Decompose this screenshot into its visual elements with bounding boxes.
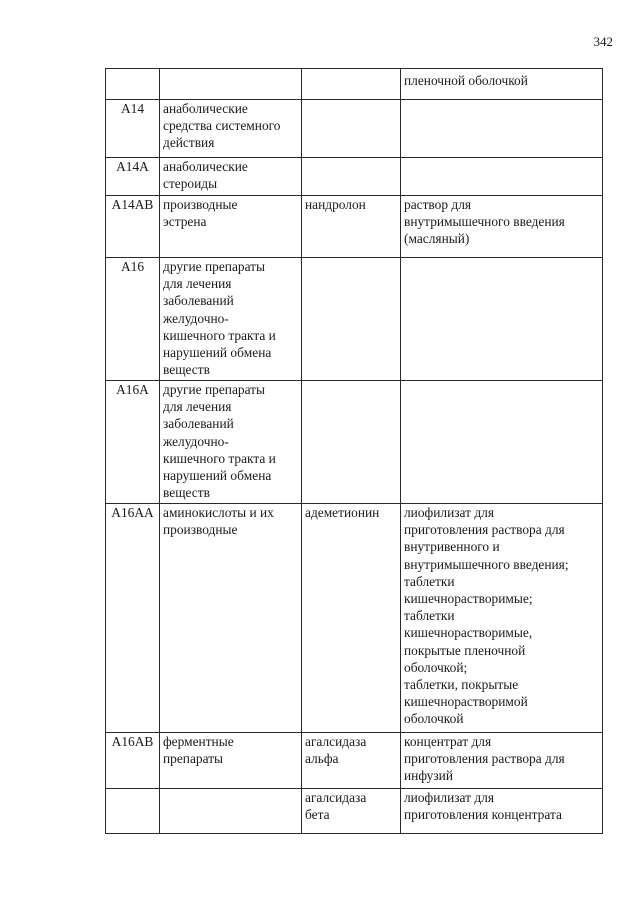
dosage-form-cell <box>401 381 603 504</box>
cell-text-line: анаболические <box>163 159 248 174</box>
dosage-form-cell <box>401 196 603 258</box>
drug-name-cell <box>302 100 401 158</box>
cell-text-line: заболеваний <box>163 416 234 432</box>
cell-text-line: препараты <box>163 751 224 767</box>
cell-text-line: аминокислоты и их <box>163 505 274 520</box>
cell-text-line: кишечнорастворимые; <box>404 591 533 607</box>
cell-text-line: для лечения <box>163 276 232 292</box>
cell-text-line: производные <box>163 522 238 538</box>
dosage-form-cell <box>401 100 603 158</box>
cell-text-line: таблетки <box>404 608 455 624</box>
cell-text-line: нарушений обмена <box>163 468 272 484</box>
cell-text-line: агалсидаза <box>305 734 367 749</box>
atc-code-cell <box>106 69 160 100</box>
dosage-form-cell <box>401 158 603 196</box>
dosage-form-cell <box>401 789 603 834</box>
group-name-cell <box>160 196 302 258</box>
drug-name-cell <box>302 196 401 258</box>
cell-text-line: производные <box>163 197 238 212</box>
cell-text-line: внутривенного и <box>404 539 500 555</box>
table-row <box>106 733 603 789</box>
group-name-cell <box>160 258 302 381</box>
atc-code-cell: A16 <box>106 258 160 381</box>
cell-text-line: альфа <box>305 751 339 767</box>
cell-text-line: бета <box>305 807 330 823</box>
cell-text-line: (масляный) <box>404 231 470 247</box>
table-row <box>106 504 603 733</box>
table-row <box>106 258 603 381</box>
cell-text-line: веществ <box>163 485 210 501</box>
cell-text-line: приготовления концентрата <box>404 807 562 823</box>
cell-text-line: другие препараты <box>163 382 266 397</box>
atc-code-cell: A16AA <box>106 504 160 733</box>
cell-text-line: приготовления раствора для <box>404 522 565 538</box>
cell-text-line: ферментные <box>163 734 234 749</box>
drug-classification-table <box>105 68 603 834</box>
group-name-cell <box>160 381 302 504</box>
drug-name-cell <box>302 381 401 504</box>
cell-text-line: для лечения <box>163 399 232 415</box>
group-name-cell <box>160 504 302 733</box>
atc-code-cell: A14A <box>106 158 160 196</box>
cell-text-line: инфузий <box>404 768 453 784</box>
atc-code-cell: A14 <box>106 100 160 158</box>
cell-text-line: адеметионин <box>305 505 380 520</box>
page-number: 342 <box>593 34 613 49</box>
cell-text-line: средства системного <box>163 118 281 134</box>
group-name-cell <box>160 789 302 834</box>
cell-text-line: агалсидаза <box>305 790 367 805</box>
cell-text-line: желудочно- <box>163 433 229 449</box>
cell-text-line: нандролон <box>305 197 366 212</box>
group-name-cell <box>160 100 302 158</box>
cell-text-line: действия <box>163 135 215 151</box>
cell-text-line: желудочно- <box>163 310 229 326</box>
dosage-form-cell <box>401 69 603 100</box>
table-row <box>106 789 603 834</box>
table-row <box>106 381 603 504</box>
cell-text-line: нарушений обмена <box>163 345 272 361</box>
cell-text-line: пленочной оболочкой <box>404 73 528 88</box>
group-name-cell <box>160 158 302 196</box>
cell-text-line: лиофилизат для <box>404 790 494 805</box>
table-row <box>106 69 603 100</box>
cell-text-line: другие препараты <box>163 259 266 274</box>
drug-name-cell <box>302 789 401 834</box>
cell-text-line: веществ <box>163 362 210 378</box>
dosage-form-cell <box>401 258 603 381</box>
atc-code-cell <box>106 789 160 834</box>
cell-text-line: таблетки, покрытые <box>404 677 519 693</box>
drug-name-cell <box>302 158 401 196</box>
cell-text-line: таблетки <box>404 573 455 589</box>
cell-text-line: раствор для <box>404 197 472 212</box>
cell-text-line: стероиды <box>163 176 218 192</box>
cell-text-line: заболеваний <box>163 293 234 309</box>
group-name-cell <box>160 733 302 789</box>
cell-text-line: кишечного тракта и <box>163 327 276 343</box>
cell-text-line: кишечнорастворимые, <box>404 625 533 641</box>
dosage-form-cell <box>401 504 603 733</box>
table-row <box>106 158 603 196</box>
cell-text-line: оболочкой; <box>404 659 468 675</box>
table-row <box>106 100 603 158</box>
table-body <box>106 69 603 834</box>
atc-code-cell: A16AB <box>106 733 160 789</box>
table-row <box>106 196 603 258</box>
cell-text-line: внутримышечного введения <box>404 214 565 230</box>
cell-text-line: приготовления раствора для <box>404 751 565 767</box>
cell-text-line: кишечнорастворимой <box>404 694 528 710</box>
cell-text-line: концентрат для <box>404 734 492 749</box>
dosage-form-cell <box>401 733 603 789</box>
cell-text-line: кишечного тракта и <box>163 450 276 466</box>
atc-code-cell: A14AB <box>106 196 160 258</box>
atc-code-cell: A16A <box>106 381 160 504</box>
cell-text-line: лиофилизат для <box>404 505 494 520</box>
cell-text-line: оболочкой <box>404 711 464 727</box>
cell-text-line: эстрена <box>163 214 207 230</box>
drug-name-cell <box>302 733 401 789</box>
drug-name-cell <box>302 258 401 381</box>
cell-text-line: покрытые пленочной <box>404 642 526 658</box>
drug-name-cell <box>302 69 401 100</box>
cell-text-line: анаболические <box>163 101 248 116</box>
cell-text-line: внутримышечного введения; <box>404 556 569 572</box>
drug-name-cell <box>302 504 401 733</box>
group-name-cell <box>160 69 302 100</box>
